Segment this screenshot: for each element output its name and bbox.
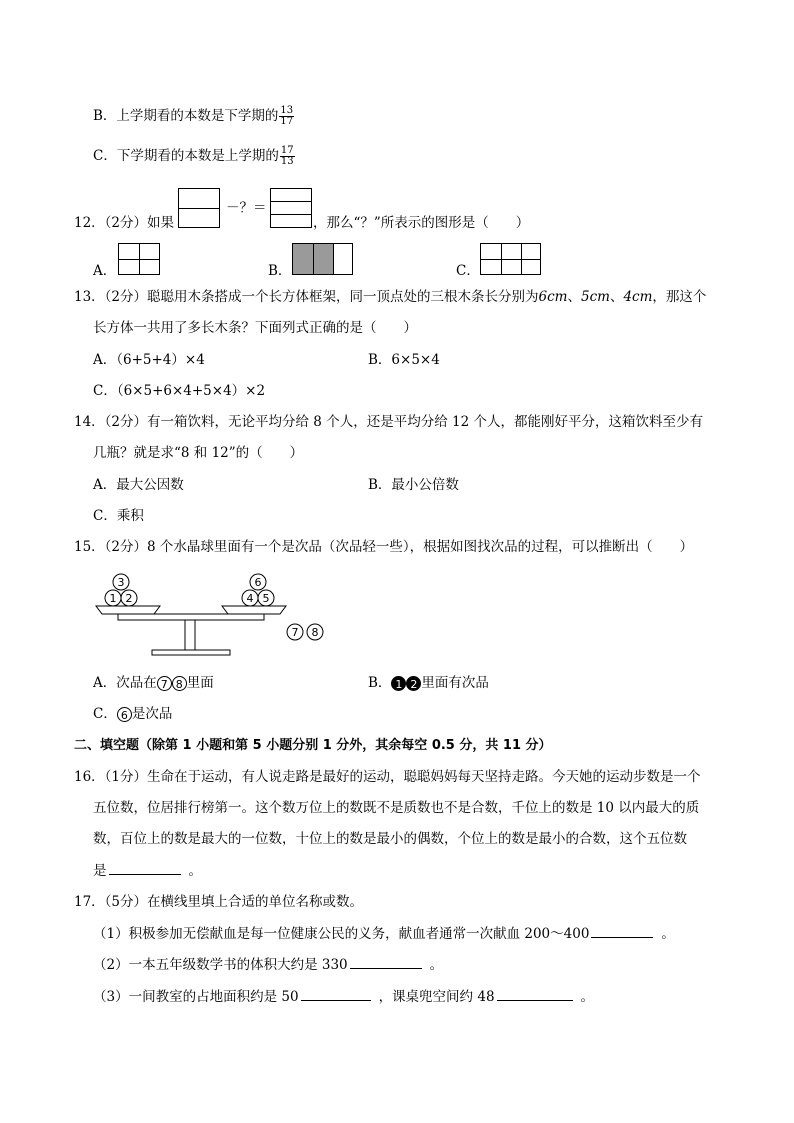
q15-line1: 15．（2分）8 个水晶球里面有一个是次品（次品轻一些），根据如图找次品的过程，可以推断出（ ） xyxy=(74,539,694,555)
q12-figure-rect-two-rows xyxy=(178,188,220,228)
q13-text-tail: ，那这个 xyxy=(652,289,707,305)
circled-2: 2 xyxy=(406,676,421,691)
q16-line1: 16．（1分）生命在于运动，有人说走路是最好的运动，聪聪妈妈每天坚持走路。今天她的运动步数是一个 xyxy=(74,769,701,785)
q12-option-a-label[interactable]: A． xyxy=(93,263,117,279)
q17-sub3-tail: 。 xyxy=(580,989,595,1005)
q11-option-c[interactable] xyxy=(93,146,295,167)
q12-option-c-label[interactable]: C． xyxy=(456,263,480,279)
q16-line4-text: 是 xyxy=(93,863,107,879)
q14-line1: 14．（2分）有一箱饮料，无论平均分给 8 个人，还是平均分给 12 个人，都能刚好平分，这箱饮料至少有 xyxy=(74,414,703,430)
ball-3-label: 3 xyxy=(117,576,125,589)
q17-sub2-tail: 。 xyxy=(429,957,444,973)
q13-option-c[interactable]: C．（6×5+6×4+5×4）×2 xyxy=(93,383,266,399)
q15-option-c[interactable] xyxy=(93,704,172,724)
ball-7-label: 7 xyxy=(291,626,299,639)
q15-option-b-tail: 里面有次品 xyxy=(421,675,489,691)
separator: 、 xyxy=(609,289,624,305)
section-2-heading: 二、填空题（除第 1 小题和第 5 小题分别 1 分外，其余每空 0.5 分，共 11 分） xyxy=(74,738,552,753)
q15-option-a-tail: 里面 xyxy=(186,675,214,691)
q16-line4-tail: 。 xyxy=(188,863,202,879)
q16-answer-blank[interactable] xyxy=(109,860,181,875)
q14-option-c[interactable]: C．乘积 xyxy=(93,508,144,524)
circled-7: 7 xyxy=(157,676,172,691)
fraction-17-13 xyxy=(280,146,295,167)
right-pan xyxy=(222,606,286,614)
q14-option-b[interactable]: B．最小公倍数 xyxy=(368,477,459,493)
q15-option-b[interactable] xyxy=(368,673,489,693)
denominator: 17 xyxy=(280,116,294,127)
q17-sub1-blank[interactable] xyxy=(591,923,653,938)
q11-option-b-text: B．上学期看的本数是下学期的 xyxy=(93,108,279,124)
q14-line2: 几瓶？就是求“8 和 12”的（ ） xyxy=(93,445,304,461)
q13-line2: 长方体一共用了多长木条？下面列式正确的是（ ） xyxy=(93,320,417,336)
q17-sub3 xyxy=(93,986,594,1007)
q13-option-b[interactable]: B．6×5×4 xyxy=(368,352,440,368)
q17-stem: 17．（5分）在横线里填上合适的单位名称或数。 xyxy=(74,894,364,910)
measure-4cm: 4cm xyxy=(623,289,653,305)
q13-text: 13．（2分）聪聪用木条搭成一个长方体框架，同一顶点处的三根木条长分别为 xyxy=(74,289,539,305)
base xyxy=(152,650,230,655)
q16-line3: 数，百位上的数是最大的一位数，十位上的数是最小的偶数，个位上的数是最小的合数，这个五位数 xyxy=(93,831,687,847)
q15-option-c-tail: 是次品 xyxy=(131,706,173,722)
q17-sub3-blank-2[interactable] xyxy=(497,986,573,1001)
balance-scale-diagram xyxy=(92,566,342,658)
q15-option-a[interactable] xyxy=(93,673,214,693)
q15-option-b-text: B． xyxy=(368,675,392,691)
q12-suffix: ，那么“？”所表示的图形是（ ） xyxy=(313,215,530,231)
fraction-13-17 xyxy=(279,106,294,127)
q17-sub3-blank-1[interactable] xyxy=(301,986,371,1001)
q17-sub2 xyxy=(93,954,443,975)
q12-prefix: 12．（2分）如果 xyxy=(74,215,175,231)
ball-5-label: 5 xyxy=(262,592,270,605)
q11-option-b[interactable] xyxy=(93,106,294,127)
q14-option-a[interactable]: A．最大公因数 xyxy=(93,477,184,493)
numerator: 13 xyxy=(280,105,294,116)
numerator: 17 xyxy=(280,145,294,156)
separator: 、 xyxy=(567,289,581,305)
circled-6: 6 xyxy=(117,707,132,722)
q17-sub2-blank[interactable] xyxy=(350,954,422,969)
q16-line4 xyxy=(93,860,202,881)
q16-line2: 五位数，位居排行榜第一。这个数万位上的数既不是质数也不是合数，千位上的数是 10 以内最大的质 xyxy=(93,800,700,816)
ball-2-label: 2 xyxy=(125,592,133,605)
q13-line1 xyxy=(74,287,706,307)
q12-option-c-figure[interactable] xyxy=(480,243,541,275)
ball-4-label: 4 xyxy=(246,592,254,605)
measure-6cm: 6cm xyxy=(538,289,568,305)
q15-option-a-text: A．次品在 xyxy=(93,675,157,691)
q17-sub2-text: （2）一本五年级数学书的体积大约是 330 xyxy=(93,957,348,973)
beam xyxy=(118,614,264,620)
q13-option-a[interactable]: A．（6+5+4）×4 xyxy=(93,352,205,368)
q17-sub1-text: （1）积极参加无偿献血是每一位健康公民的义务，献血者通常一次献血 200～400 xyxy=(93,926,590,942)
circled-8: 8 xyxy=(172,676,187,691)
pillar xyxy=(185,620,195,650)
circled-1: 1 xyxy=(391,676,406,691)
q12-operator: －？＝ xyxy=(226,200,267,216)
ball-8-label: 8 xyxy=(311,626,319,639)
ball-6-label: 6 xyxy=(254,576,262,589)
q17-sub3-text: （3）一间教室的占地面积约是 50 xyxy=(93,989,299,1005)
q12-option-a-figure[interactable] xyxy=(118,243,160,275)
left-pan xyxy=(96,606,160,614)
ball-1-label: 1 xyxy=(109,592,117,605)
denominator: 13 xyxy=(280,156,294,167)
q11-option-c-text: C．下学期看的本数是上学期的 xyxy=(93,148,279,164)
q17-sub1-tail: 。 xyxy=(661,926,675,942)
q15-option-c-text: C． xyxy=(93,706,117,722)
q17-sub1 xyxy=(93,923,675,944)
q12-figure-rect-three-rows xyxy=(270,188,312,228)
q12-option-b-figure[interactable] xyxy=(292,243,353,275)
q12-option-b-label[interactable]: B． xyxy=(268,263,292,279)
q17-sub3-mid: ，课桌兜空间约 48 xyxy=(378,989,495,1005)
measure-5cm: 5cm xyxy=(580,289,610,305)
